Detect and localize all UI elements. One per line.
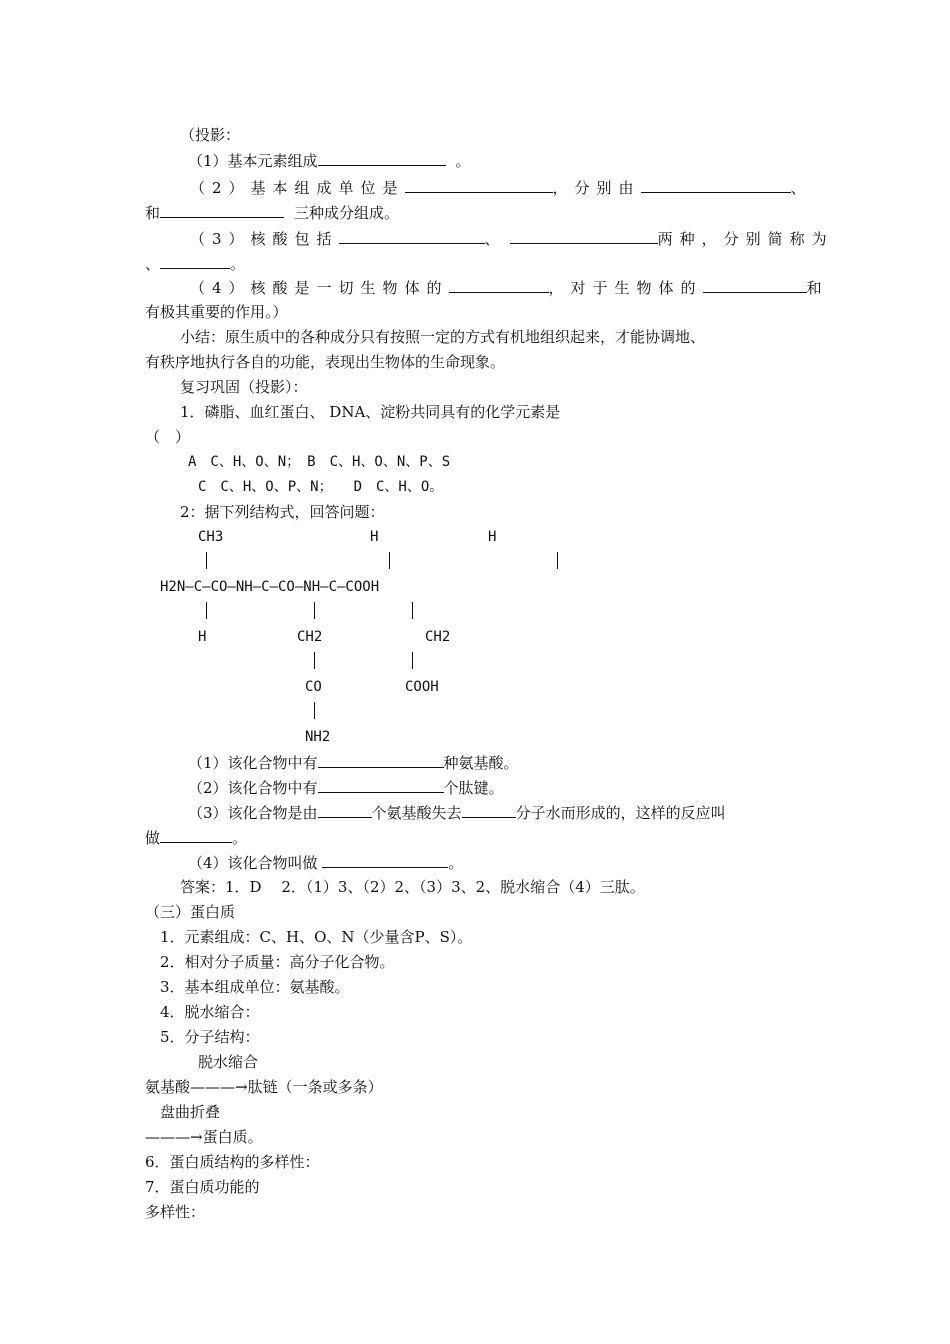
answer-blank xyxy=(462,802,516,818)
answer-blank xyxy=(318,802,372,818)
formula-ch2-1: CH2 xyxy=(297,629,323,645)
formula-co: CO xyxy=(305,679,322,695)
bond-line xyxy=(314,602,315,619)
answer-blank xyxy=(318,150,446,166)
question-1: （1）基本元素组成 。 xyxy=(188,152,471,170)
answer-blank xyxy=(510,228,658,244)
options-cd: C C、H、O、P、N； D C、H、O。 xyxy=(198,479,444,495)
protein-heading: （三）蛋白质 xyxy=(145,903,236,921)
bond-line xyxy=(206,552,207,569)
arrow-label-folding: 盘曲折叠 xyxy=(160,1103,221,1121)
bond-line xyxy=(314,652,315,669)
summary-line2: 有秩序地执行各自的功能，表现出生物体的生命现象。 xyxy=(145,353,506,371)
question-4-line1: （4）核酸是一切生物体的 ，对于生物体的 和 xyxy=(190,279,822,297)
sub-question-3-line1: （3）该化合物是由 个氨基酸失去 分子水而形成的，这样的反应叫 xyxy=(188,804,726,822)
bond-line xyxy=(206,602,207,619)
answer-blank xyxy=(703,277,807,293)
answer-blank xyxy=(160,202,284,218)
formula-ch3: CH3 xyxy=(198,529,224,545)
formula-h-top-1: H xyxy=(370,529,379,545)
summary-line1: 小结：原生质中的各种成分只有按照一定的方式有机地组织起来，才能协调地、 xyxy=(180,328,706,346)
formula-main-chain: H2N—C—CO—NH—C—CO—NH—C—COOH xyxy=(160,579,380,595)
sub-question-4: （4）该化合物叫做 。 xyxy=(188,854,464,872)
protein-item-7: 7．蛋白质功能的 xyxy=(145,1178,260,1196)
sub-question-3-line2: 做 。 xyxy=(145,829,248,847)
answer-blank xyxy=(160,253,230,269)
question-3-line2: 、 。 xyxy=(145,255,246,273)
answer-blank xyxy=(322,852,448,868)
protein-item-3: 3．基本组成单位：氨基酸。 xyxy=(160,978,350,996)
formula-h-top-2: H xyxy=(488,529,497,545)
formula-nh2: NH2 xyxy=(305,729,331,745)
question-2-line1: （2）基本组成单位是 ，分别由 、 xyxy=(190,179,806,197)
answer-blank xyxy=(318,777,444,793)
review-question-2: 2：据下列结构式，回答问题： xyxy=(180,503,385,521)
bond-line xyxy=(412,652,413,669)
question-4-line2: 有极其重要的作用。） xyxy=(145,303,288,321)
arrow-amino-to-peptide: 氨基酸———→肽链（一条或多条） xyxy=(145,1078,383,1096)
question-3-line1: （3）核酸包括 、 两种，分别简称为 xyxy=(190,230,834,248)
protein-item-1: 1．元素组成：C、H、O、N（少量含P、S）。 xyxy=(160,928,473,946)
protein-item-7-cont: 多样性： xyxy=(145,1203,206,1221)
arrow-label-dehydration: 脱水缩合 xyxy=(198,1053,259,1071)
answer-blank xyxy=(405,177,553,193)
review-question-1: 1．磷脂、血红蛋白、 DNA、淀粉共同具有的化学元素是 xyxy=(180,403,561,421)
protein-item-2: 2．相对分子质量：高分子化合物。 xyxy=(160,953,395,971)
question-2-line2: 和 三种成分组成。 xyxy=(145,204,400,222)
formula-h-bottom: H xyxy=(198,629,207,645)
answer-blank xyxy=(641,177,791,193)
bond-line xyxy=(389,552,390,569)
sub-question-2: （2）该化合物中有 个肽键。 xyxy=(188,779,504,797)
bond-line xyxy=(557,552,558,569)
review-question-1-paren: （ ） xyxy=(145,428,191,446)
protein-item-6: 6．蛋白质结构的多样性： xyxy=(145,1153,320,1171)
answer-key: 答案：1．D 2．（1）3、（2）2、（3）3、2、脱水缩合（4）三肽。 xyxy=(180,878,645,896)
formula-ch2-2: CH2 xyxy=(425,629,451,645)
bond-line xyxy=(314,702,315,719)
projection-open: （投影： xyxy=(180,126,241,144)
bond-line xyxy=(412,602,413,619)
formula-cooh: COOH xyxy=(405,679,439,695)
answer-blank xyxy=(339,228,485,244)
protein-item-4: 4．脱水缩合： xyxy=(160,1003,260,1021)
options-ab: A C、H、O、N； B C、H、O、N、P、S xyxy=(188,454,451,470)
review-title: 复习巩固（投影）： xyxy=(180,378,308,396)
protein-item-5: 5．分子结构： xyxy=(160,1028,260,1046)
answer-blank xyxy=(449,277,549,293)
sub-question-1: （1）该化合物中有 种氨基酸。 xyxy=(188,754,519,772)
answer-blank xyxy=(160,827,232,843)
arrow-to-protein: ———→蛋白质。 xyxy=(145,1128,263,1146)
answer-blank xyxy=(318,752,444,768)
